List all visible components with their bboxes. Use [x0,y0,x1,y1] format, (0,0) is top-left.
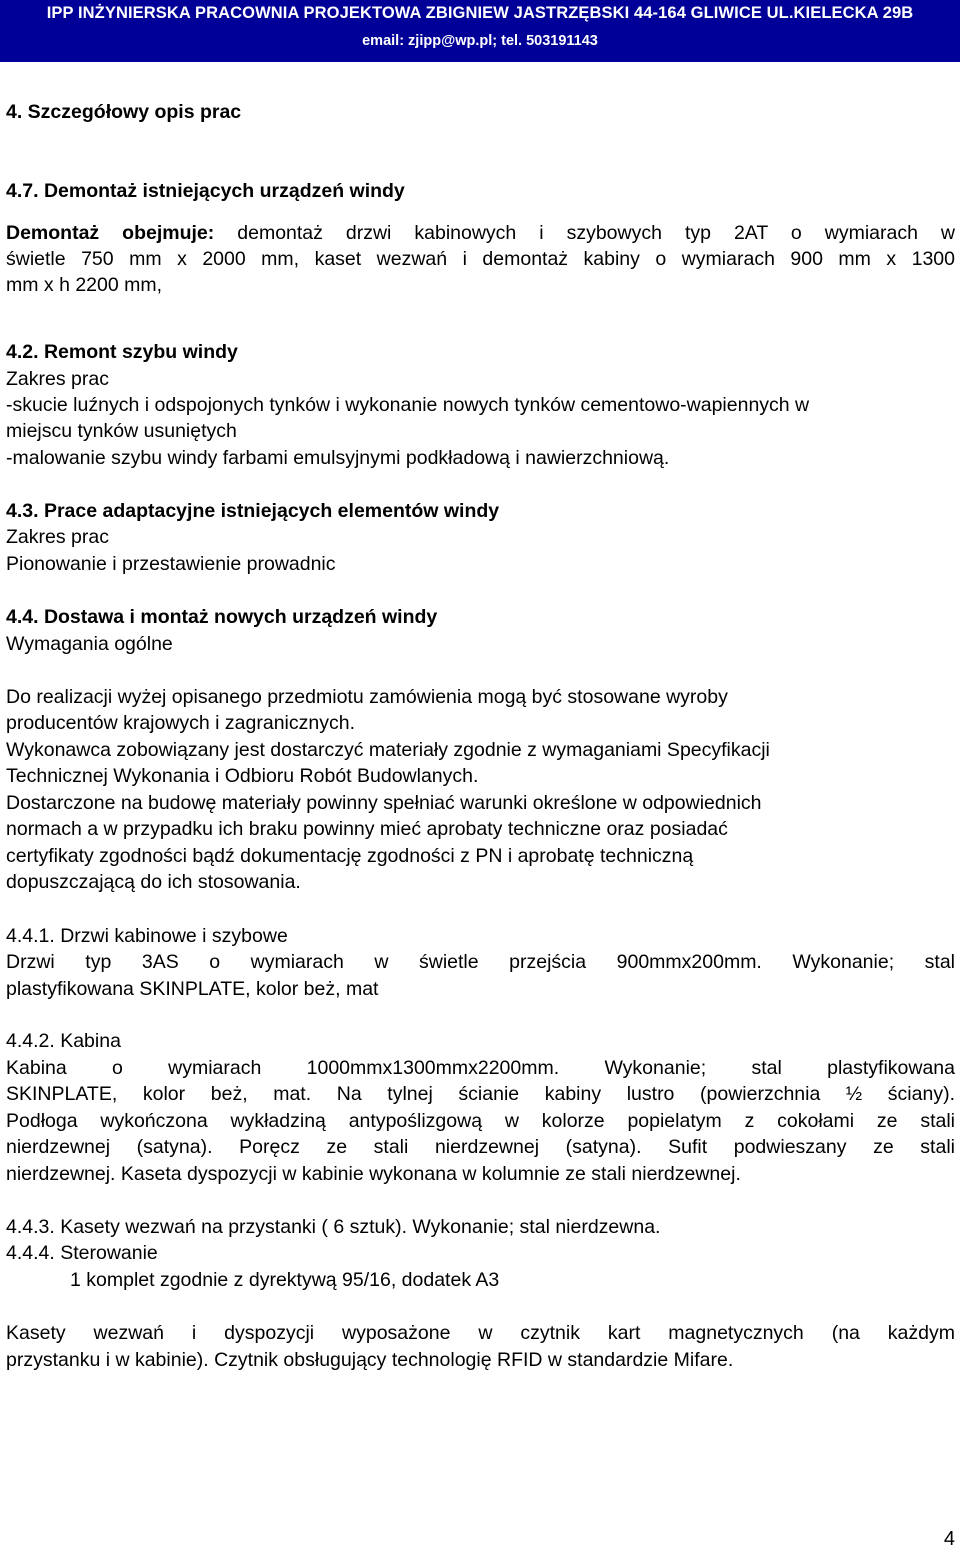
s44-p1: Do realizacji wyżej opisanego przedmiotu zamówienia mogą być stosowane wyroby [6,686,728,708]
s44-p6: normach a w przypadku ich braku powinny mieć aprobaty techniczne oraz posiadać [6,818,728,840]
letterhead-banner [0,0,960,62]
s44-p5: Dostarczone na budowę materiały powinny spełniać warunki określone w odpowiednich [6,792,762,814]
s441-line1: Drzwi typ 3AS o wymiarach w świetle przejścia 900mmx200mm. Wykonanie; stal [6,951,955,973]
s442-line2: SKINPLATE, kolor beż, mat. Na tylnej ścianie kabiny lustro (powierzchnia ½ ściany). [6,1083,955,1105]
section-title: 4. Szczegółowy opis prac [6,101,242,123]
s44-p2: producentów krajowych i zagranicznych. [6,712,356,734]
s441-line2: plastyfikowana SKINPLATE, kolor beż, mat [6,978,379,1000]
heading-4-4-4: 4.4.4. Sterowanie [6,1242,158,1264]
letterhead-contact: email: zjipp@wp.pl; tel. 503191143 [362,33,598,49]
heading-4-4-1: 4.4.1. Drzwi kabinowe i szybowe [6,925,288,947]
heading-4-4-2: 4.4.2. Kabina [6,1030,121,1052]
heading-4-4: 4.4. Dostawa i montaż nowych urządzeń windy [6,606,438,628]
s42-line2: miejscu tynków usuniętych [6,420,237,442]
s47-line3: mm x h 2200 mm, [6,274,163,296]
heading-4-3: 4.3. Prace adaptacyjne istniejących elementów windy [6,500,500,522]
s44-p3: Wykonawca zobowiązany jest dostarczyć materiały zgodnie z wymaganiami Specyfikacji [6,739,770,761]
s44-general: Wymagania ogólne [6,633,173,655]
s442-line5: nierdzewnej. Kaseta dyspozycji w kabinie wykonana w kolumnie ze stali nierdzewnej. [6,1163,741,1185]
heading-4-7: 4.7. Demontaż istniejących urządzeń windy [6,180,405,202]
closing-line1: Kasety wezwań i dyspozycji wyposażone w czytnik kart magnetycznych (na każdym [6,1322,955,1344]
s47-line1: Demontaż obejmuje: demontaż drzwi kabinowych i szybowych typ 2AT o wymiarach w [6,222,955,244]
s442-line3: Podłoga wykończona wykładziną antypoślizgową w kolorze popielatym z cokołami ze stali [6,1110,955,1132]
s442-line4: nierdzewnej (satyna). Poręcz ze stali nierdzewnej (satyna). Sufit podwieszany ze stali [6,1136,955,1158]
letterhead-company: IPP INŻYNIERSKA PRACOWNIA PROJEKTOWA ZBIGNIEW JASTRZĘBSKI 44-164 GLIWICE UL.KIELECKA 29B [46,4,914,22]
s44-p8: dopuszczającą do ich stosowania. [6,871,301,893]
s443-line: 4.4.3. Kasety wezwań na przystanki ( 6 sztuk). Wykonanie; stal nierdzewna. [6,1216,661,1238]
s44-p4: Technicznej Wykonania i Odbioru Robót Budowlanych. [6,765,479,787]
s43-scope: Zakres prac [6,526,109,548]
s43-line1: Pionowanie i przestawienie prowadnic [6,553,336,575]
s42-line3: -malowanie szybu windy farbami emulsyjnymi podkładową i nawierzchniową. [6,447,670,469]
s442-line1: Kabina o wymiarach 1000mmx1300mmx2200mm. Wykonanie; stal plastyfikowana [6,1057,955,1079]
s42-line1: -skucie luźnych i odspojonych tynków i wykonanie nowych tynków cementowo-wapiennych w [6,394,810,416]
heading-4-2: 4.2. Remont szybu windy [6,341,238,363]
page-number: 4 [943,1528,955,1550]
s444-line1: 1 komplet zgodnie z dyrektywą 95/16, dodatek A3 [70,1269,500,1291]
s47-line2: świetle 750 mm x 2000 mm, kaset wezwań i demontaż kabiny o wymiarach 900 mm x 1300 [6,248,955,270]
closing-line2: przystanku i w kabinie). Czytnik obsługujący technologię RFID w standardzie Mifare. [6,1349,734,1371]
s42-scope: Zakres prac [6,368,109,390]
s44-p7: certyfikaty zgodności bądź dokumentację zgodności z PN i aprobatę techniczną [6,845,694,867]
